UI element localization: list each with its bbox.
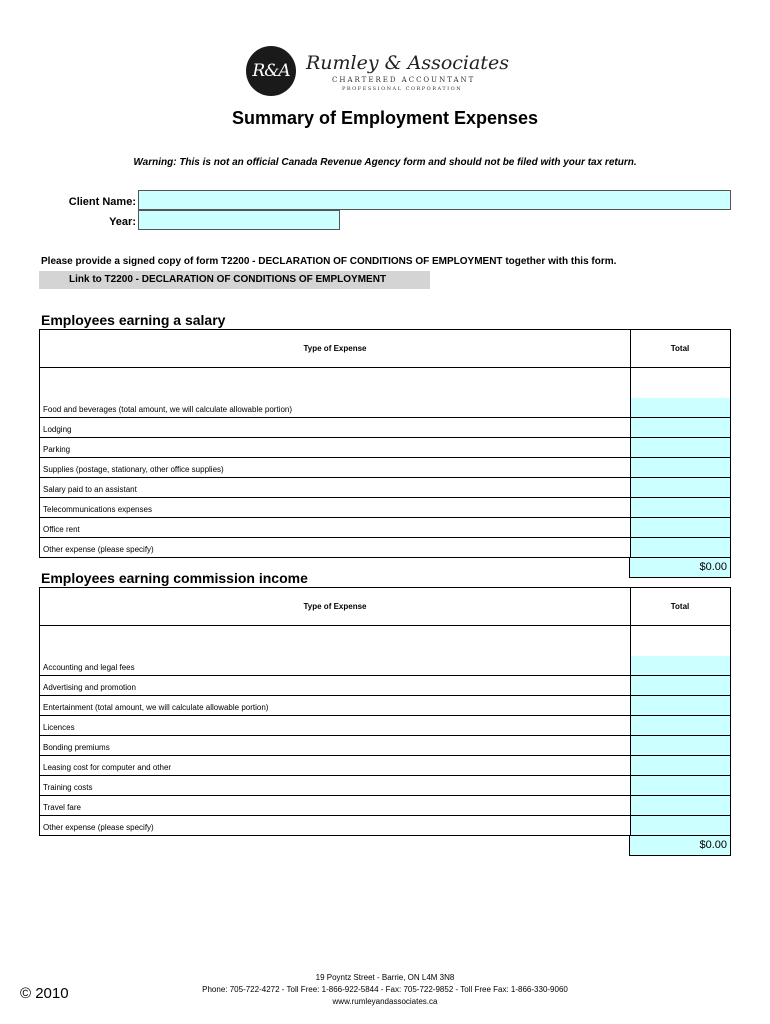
table-row — [39, 716, 731, 736]
table-row — [39, 498, 731, 518]
table-row — [39, 796, 731, 816]
table-row — [39, 398, 731, 418]
salary-total: $0.00 — [629, 558, 731, 578]
table-row — [39, 438, 731, 458]
expense-amount-field[interactable] — [630, 676, 730, 695]
expense-amount-field[interactable] — [630, 418, 730, 437]
t2200-notice: Please provide a signed copy of form T2200 - DECLARATION OF CONDITIONS OF EMPLOYMENT together with this form. — [41, 256, 617, 267]
salary-expense-table — [39, 329, 731, 578]
expense-amount-field[interactable] — [630, 518, 730, 537]
footer — [150, 972, 620, 1008]
expense-label: Bonding premiums — [43, 743, 110, 752]
expense-label: Leasing cost for computer and other — [43, 763, 172, 772]
expense-label: Licences — [43, 723, 75, 732]
year-field[interactable] — [138, 210, 340, 230]
expense-label: Training costs — [43, 783, 93, 792]
expense-label: Parking — [43, 445, 71, 454]
expense-label: Supplies (postage, stationary, other office supplies) — [43, 465, 224, 474]
commission-section-title: Employees earning commission income — [41, 570, 308, 586]
expense-label: Telecommunications expenses — [43, 505, 152, 514]
expense-amount-field[interactable] — [630, 776, 730, 795]
expense-amount-field[interactable] — [630, 656, 730, 675]
expense-label: Office rent — [43, 525, 80, 534]
expense-amount-field[interactable] — [630, 816, 730, 835]
expense-label: Lodging — [43, 425, 72, 434]
table-row — [39, 656, 731, 676]
table-row — [39, 676, 731, 696]
col-total: Total — [670, 602, 690, 611]
page-title: Summary of Employment Expenses — [231, 108, 539, 128]
logo-subtitle: CHARTERED ACCOUNTANT — [332, 76, 476, 84]
logo-name: Rumley & Associates — [306, 52, 509, 74]
footer-website[interactable]: www.rumleyandassociates.ca — [332, 997, 438, 1006]
commission-total: $0.00 — [629, 836, 731, 856]
table-row — [39, 458, 731, 478]
expense-label: Entertainment (total amount, we will calculate allowable portion) — [43, 703, 269, 712]
expense-amount-field[interactable] — [630, 478, 730, 497]
expense-label: Accounting and legal fees — [43, 663, 135, 672]
company-logo — [246, 46, 509, 98]
expense-label: Food and beverages (total amount, we will calculate allowable portion) — [43, 405, 293, 414]
table-row — [39, 736, 731, 756]
table-row — [39, 776, 731, 796]
year-label: Year: — [109, 216, 136, 228]
table-row — [39, 418, 731, 438]
logo-monogram: R&A — [246, 46, 296, 96]
table-header — [39, 588, 731, 626]
commission-expense-table — [39, 587, 731, 856]
expense-label: Other expense (please specify) — [43, 823, 154, 832]
table-row — [39, 538, 731, 558]
expense-amount-field[interactable] — [630, 736, 730, 755]
expense-amount-field[interactable] — [630, 398, 730, 417]
col-type-of-expense: Type of Expense — [40, 588, 631, 625]
logo-subtitle-2: PROFESSIONAL CORPORATION — [342, 86, 463, 92]
expense-amount-field[interactable] — [630, 538, 730, 557]
t2200-link[interactable]: Link to T2200 - DECLARATION OF CONDITIONS OF EMPLOYMENT — [39, 271, 430, 289]
expense-amount-field[interactable] — [630, 458, 730, 477]
col-total: Total — [670, 344, 690, 353]
warning-text: Warning: This is not an official Canada Revenue Agency form and should not be filed with your tax return. — [133, 157, 637, 168]
expense-amount-field[interactable] — [630, 696, 730, 715]
col-type-of-expense: Type of Expense — [40, 330, 631, 367]
expense-amount-field[interactable] — [630, 756, 730, 775]
table-row — [39, 478, 731, 498]
table-row — [39, 816, 731, 836]
expense-amount-field[interactable] — [630, 796, 730, 815]
table-row — [39, 756, 731, 776]
table-row — [39, 696, 731, 716]
expense-label: Advertising and promotion — [43, 683, 136, 692]
footer-phone: Phone: 705-722-4272 - Toll Free: 1-866-922-5844 - Fax: 705-722-9852 - Toll Free Fax: 1-866-330-9060 — [202, 985, 568, 994]
client-name-field[interactable] — [138, 190, 731, 210]
expense-label: Travel fare — [43, 803, 81, 812]
table-row — [39, 518, 731, 538]
footer-address: 19 Poyntz Street - Barrie, ON L4M 3N8 — [315, 973, 455, 982]
expense-amount-field[interactable] — [630, 716, 730, 735]
expense-amount-field[interactable] — [630, 438, 730, 457]
expense-amount-field[interactable] — [630, 498, 730, 517]
salary-section-title: Employees earning a salary — [41, 312, 226, 328]
expense-label: Other expense (please specify) — [43, 545, 154, 554]
expense-label: Salary paid to an assistant — [43, 485, 137, 494]
table-header — [39, 330, 731, 368]
copyright: © 2010 — [20, 985, 69, 1002]
client-name-label: Client Name: — [68, 196, 136, 208]
